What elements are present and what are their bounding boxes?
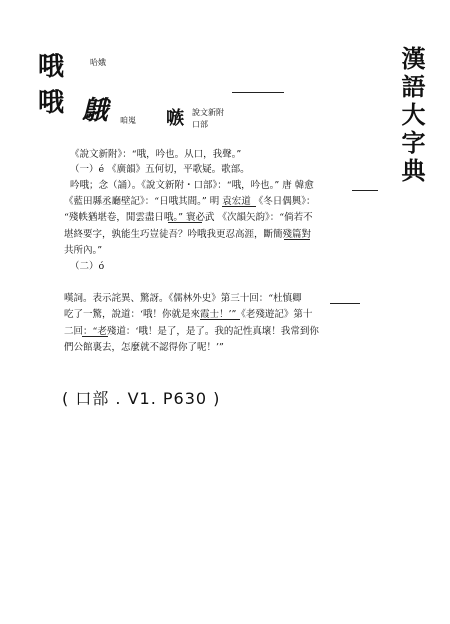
entry-line: 嘆詞。表示詫異、驚訝。《儒林外史》第三十回：“杜慎卿 [64,293,302,304]
entry-line: 堪終要字，孰能生巧豈徒吾？吟哦我更忍高涯，斷簡殘篇對 [64,229,312,240]
entry-line: 吃了一驚，說道：‘哦！你就是來霞士！’”《老殘遊記》第十 [64,309,313,320]
dictionary-title: 漢語大字典 [397,46,426,186]
entry-line: 共所內。” [64,245,103,256]
entry-line: 二回：“老殘道：‘哦！是了，是了。我的記性真壞！我常到你 [64,326,319,337]
seal-script-char: 䳘 [82,96,109,126]
entry-line: （一）é 《廣韻》五何切，平歌疑。歌部。 [70,164,250,175]
entry-line: “殘帙猶堪卷，閒雲盡日哦。” 寰必武 《次韻矢韵》：“倘若不 [64,212,313,223]
headword-small-label: 哈娥 [90,58,106,67]
name-underline [330,303,360,304]
headword-third: 嗾 [166,108,184,129]
header-rule [232,92,284,93]
name-underline [222,206,256,207]
headword-third-label-bottom: 口部 [192,120,208,129]
headword-third-label-top: 說文新附 [192,108,224,117]
name-underline [168,222,202,223]
headword-main: 哦 [38,52,65,82]
entry-line: 《藍田縣丞廳壁記》：“日哦其間。” 明 袁宏道 《冬日偶興》： [64,196,316,207]
entry-line: 《說文新附》：“哦，吟也。从口，我聲。” [70,149,242,160]
entry-line: （二）ó [70,261,105,272]
entry-line: 們公館裏去，怎麼就不認得你了呢！’” [64,342,224,353]
name-underline [352,190,378,191]
name-underline [284,239,310,240]
headword-variant: 哦 [38,88,65,118]
name-underline [82,336,108,337]
name-underline [200,319,240,320]
seal-script-label: 咱嵬 [120,116,136,125]
source-note: ( 口部 . V1. P630 ) [62,389,221,408]
entry-line: 吟哦；念（誦）。《說文新附・口部》：“哦，吟也。” 唐 韓愈 [70,180,314,191]
